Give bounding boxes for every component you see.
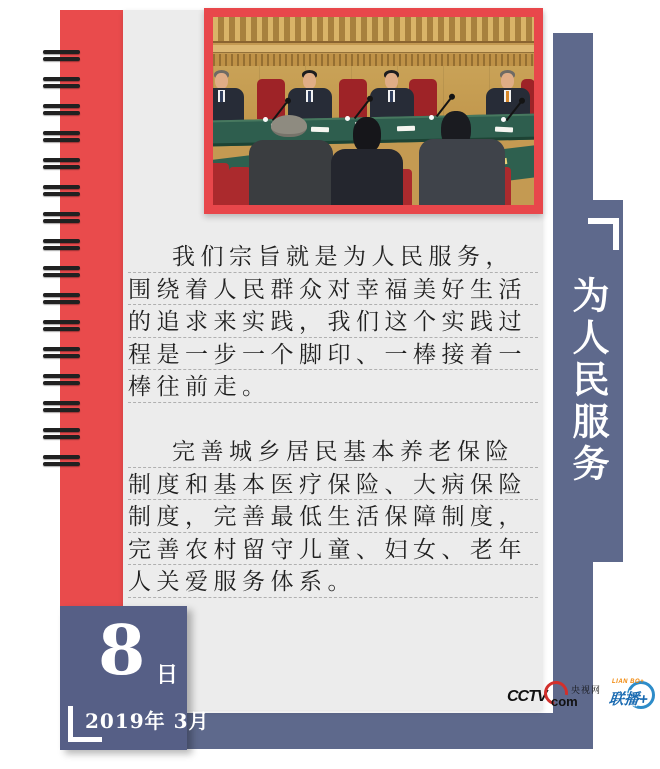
text-line: 完善城乡居民基本养老保险 — [128, 435, 538, 468]
person-head — [303, 73, 316, 89]
quote-text — [128, 240, 538, 598]
spiral-ring-icon — [43, 266, 80, 277]
person-back — [249, 140, 333, 205]
photo-molding — [213, 45, 534, 53]
photo-frame — [204, 8, 543, 214]
text-line: 棒往前走。 — [128, 370, 538, 403]
photo-carved-frieze — [213, 17, 534, 43]
person-head — [215, 73, 228, 89]
right-band-top — [553, 33, 593, 200]
photo-teacup — [345, 116, 350, 121]
spiral-ring-icon — [43, 77, 80, 88]
date-day-unit: 日 — [156, 662, 179, 688]
seated-official — [213, 73, 245, 123]
spiral-ring-icon — [43, 50, 80, 61]
spiral-ring-icon — [43, 104, 80, 115]
spiral-ring-icon — [43, 239, 80, 250]
spiral-binding — [43, 50, 80, 482]
photo-carved-band — [213, 54, 534, 66]
vertical-title: 为人民服务 — [566, 276, 610, 486]
meeting-photo — [213, 17, 534, 205]
text-line: 程是一步一个脚印、一棒接着一 — [128, 338, 538, 371]
spiral-ring-icon — [43, 185, 80, 196]
cctv-cn-label: 央视网 — [571, 685, 602, 695]
photo-teacup — [263, 117, 268, 122]
person-back — [419, 139, 505, 205]
foreground-red-chair — [213, 163, 229, 205]
spiral-ring-icon — [43, 293, 80, 304]
spiral-ring-icon — [43, 320, 80, 331]
spiral-ring-icon — [43, 428, 80, 439]
person-head — [385, 73, 398, 89]
foreground-red-chair — [229, 167, 251, 205]
photo-paper — [495, 127, 513, 133]
spiral-ring-icon — [43, 212, 80, 223]
text-line: 制度和基本医疗保险、大病保险 — [128, 468, 538, 501]
date-year-month: 2019年 3月 — [85, 709, 210, 733]
flat-cap — [271, 115, 307, 137]
cctv-letters: CCTV — [507, 688, 547, 705]
person-tie — [220, 91, 223, 102]
corner-bracket-icon — [588, 218, 619, 250]
person-head — [501, 73, 514, 89]
photo-paper — [397, 126, 415, 132]
person-tie — [506, 91, 509, 102]
photo-red-chair — [339, 79, 367, 119]
cctv-com-label: com — [551, 694, 578, 709]
person-tie — [390, 91, 393, 102]
right-band-title — [553, 200, 623, 562]
text-line: 完善农村留守儿童、妇女、老年 — [128, 533, 538, 566]
text-line: 我们宗旨就是为人民服务， — [128, 240, 538, 273]
date-box — [60, 606, 210, 750]
spiral-ring-icon — [43, 158, 80, 169]
text-line: 制度，完善最低生活保障制度， — [128, 500, 538, 533]
photo-red-chair — [257, 79, 285, 119]
text-line: 人关爱服务体系。 — [128, 565, 538, 598]
photo-paper — [311, 127, 329, 133]
person-tie — [308, 91, 311, 102]
spiral-ring-icon — [43, 455, 80, 466]
lianbo-en-label: LIAN BO+ — [612, 679, 645, 685]
paragraph-1 — [128, 240, 538, 403]
person-head — [353, 117, 381, 153]
spiral-ring-icon — [43, 347, 80, 358]
spiral-ring-icon — [43, 401, 80, 412]
photo-teacup — [429, 115, 434, 120]
lianbo-name-label: 联播+ — [608, 691, 649, 708]
person-back — [331, 149, 403, 205]
lianbo-plus-logo — [609, 677, 660, 713]
date-day: 8 — [98, 611, 146, 691]
cctv-logo — [507, 680, 607, 712]
spiral-ring-icon — [43, 374, 80, 385]
paragraph-2 — [128, 435, 538, 598]
text-line: 的追求来实践，我们这个实践过 — [128, 305, 538, 338]
text-line: 围绕着人民群众对幸福美好生活 — [128, 273, 538, 306]
spiral-ring-icon — [43, 131, 80, 142]
